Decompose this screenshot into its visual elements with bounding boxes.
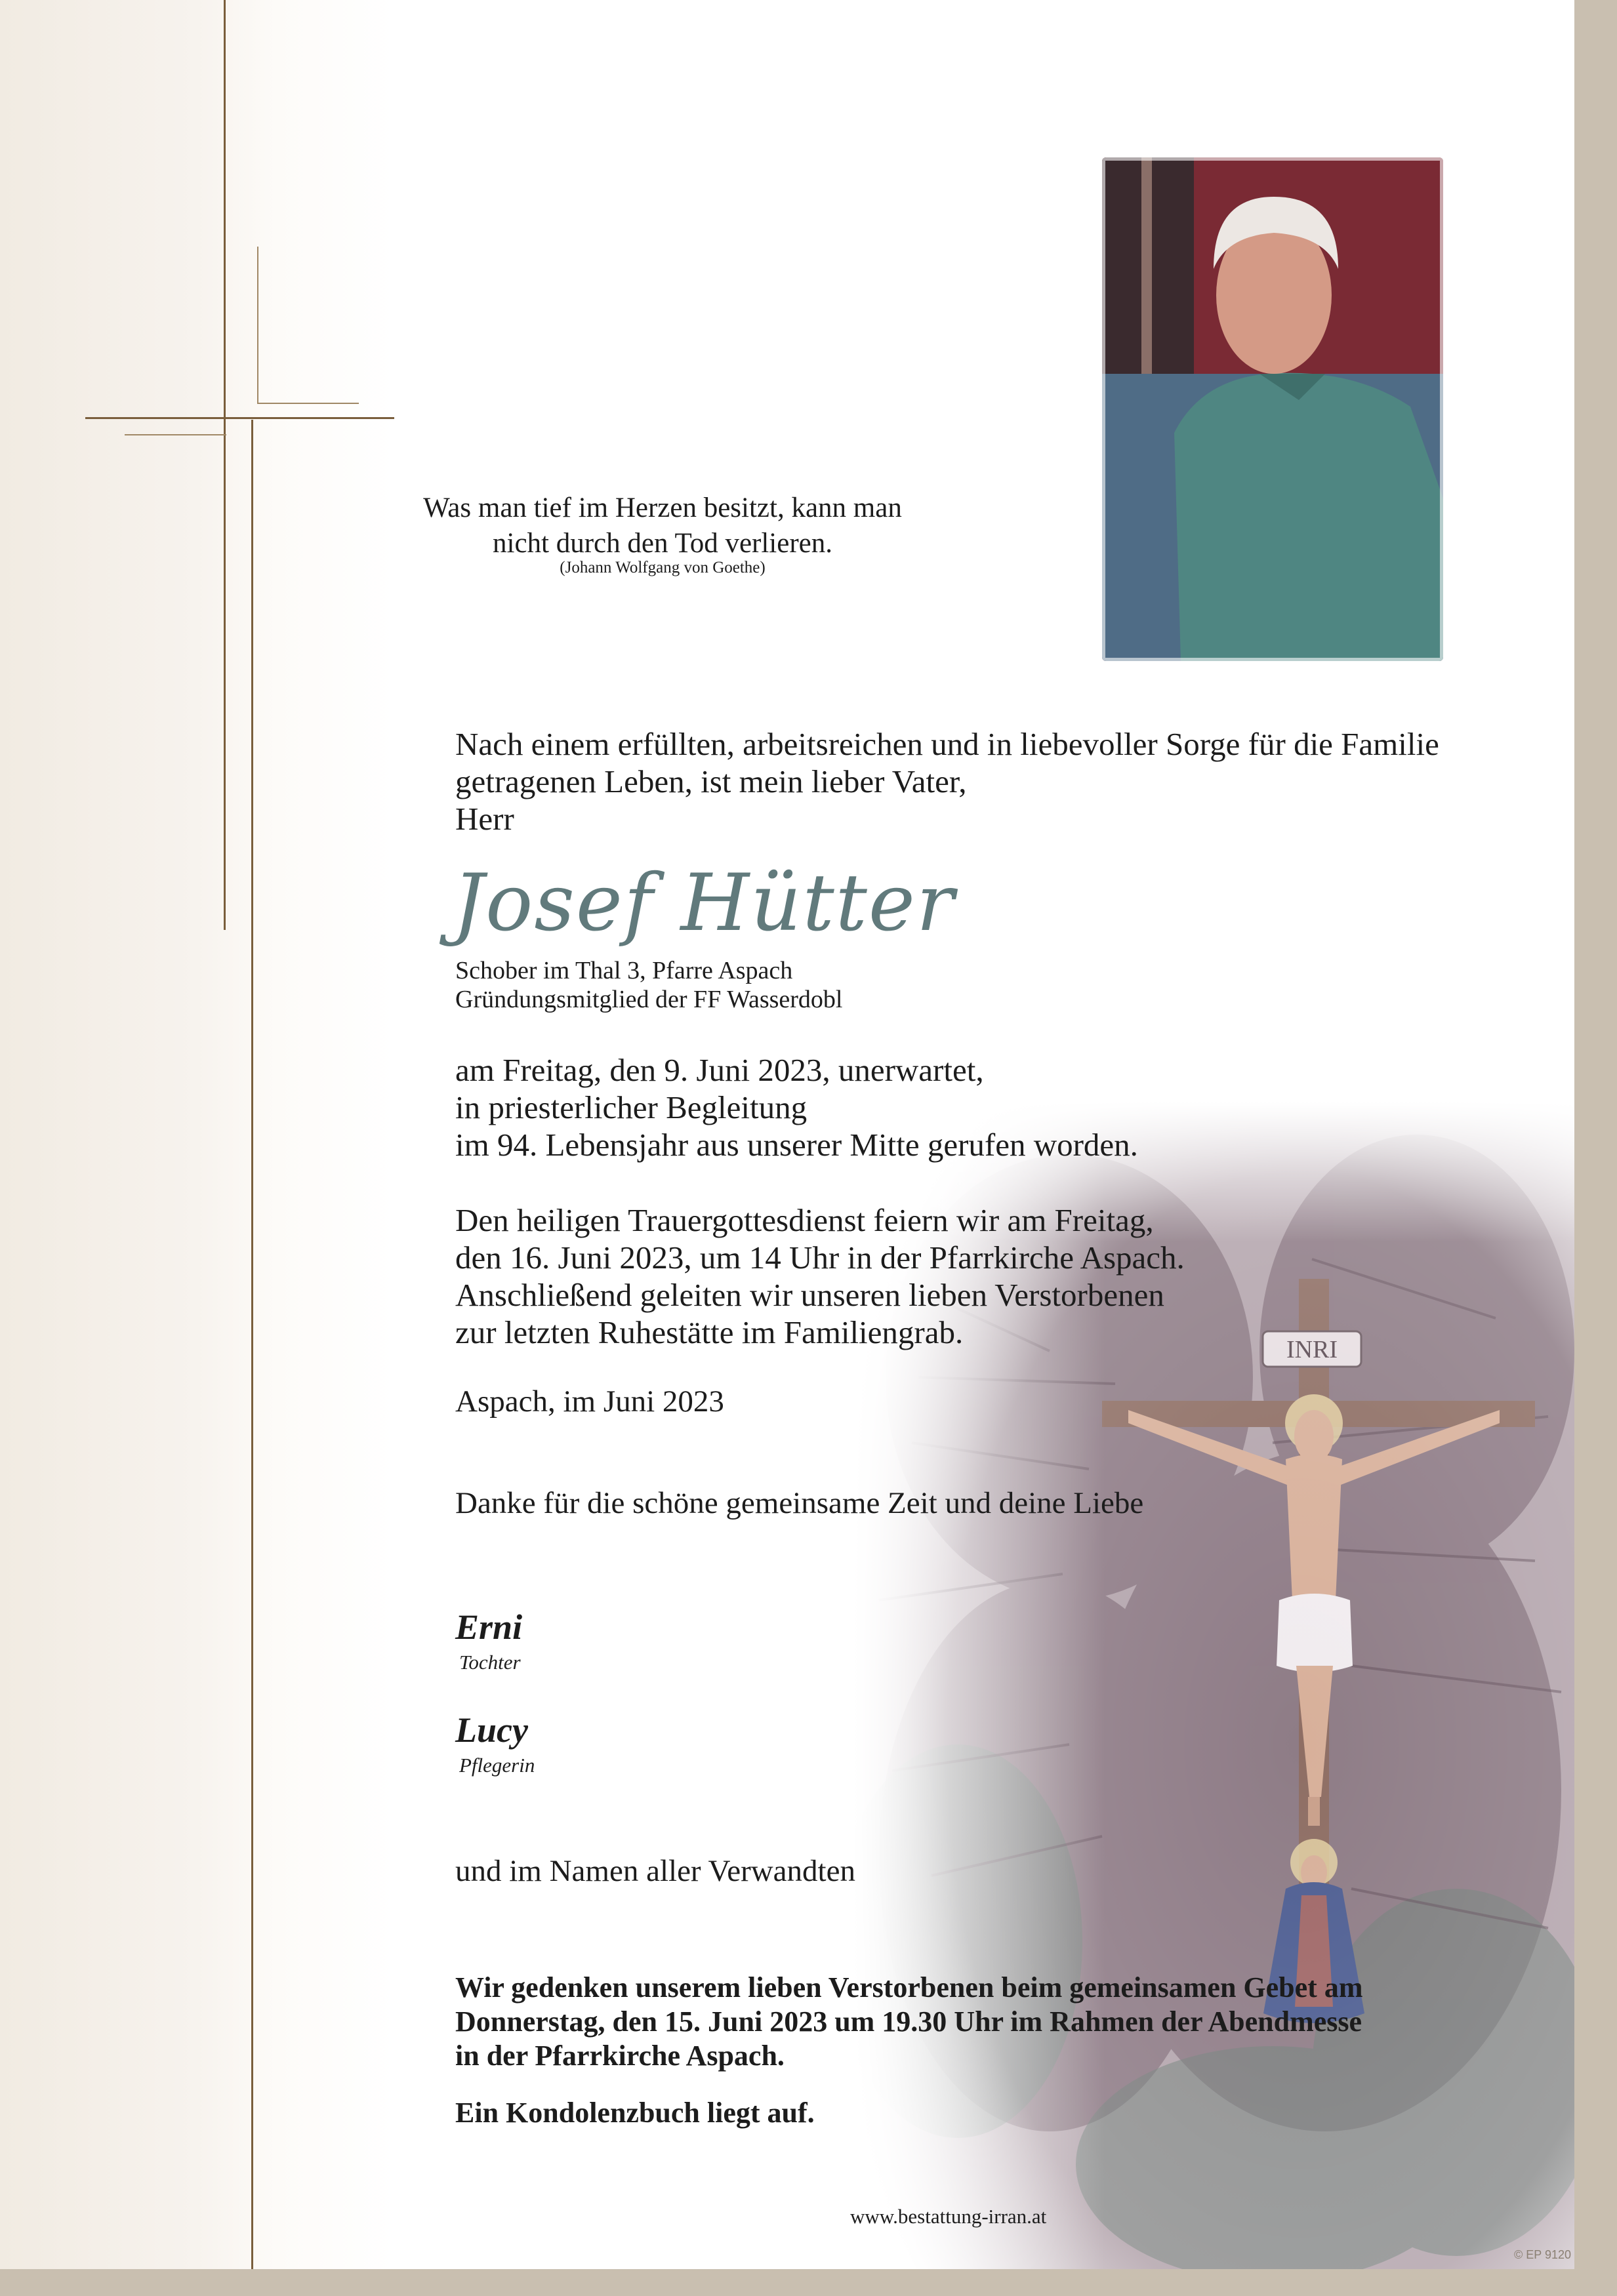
death-line-1: am Freitag, den 9. Juni 2023, unerwartet, (455, 1052, 984, 1088)
mourner-name: Lucy (455, 1710, 528, 1750)
death-line-3: im 94. Lebensjahr aus unserer Mitte gerufen worden. (455, 1127, 1138, 1163)
quote-text (420, 491, 905, 561)
mourner-role: Tochter (459, 1651, 521, 1674)
quote-author: (Johann Wolfgang von Goethe) (560, 559, 766, 576)
service-line-1: Den heiligen Trauergottesdienst feiern wir am Freitag, (455, 1202, 1154, 1238)
quote-line-1: Was man tief im Herzen besitzt, kann man (423, 493, 902, 523)
quote-line-2: nicht durch den Tod verlieren. (493, 528, 832, 559)
service-paragraph (455, 1201, 1185, 1351)
prayer-line-3: in der Pfarrkirche Aspach. (455, 2040, 785, 2072)
condolence-note: Ein Kondolenzbuch liegt auf. (455, 2097, 815, 2129)
service-line-4: zur letzten Ruhestätte im Familiengrab. (455, 1314, 964, 1350)
deceased-details (455, 956, 842, 1014)
mourner-name: Erni (455, 1607, 523, 1647)
intro-line-2: getragenen Leben, ist mein lieber Vater, (455, 763, 967, 799)
thanks-line: Danke für die schöne gemeinsame Zeit und deine Liebe (455, 1486, 1144, 1520)
death-paragraph (455, 1051, 1138, 1163)
portrait-photo (1102, 157, 1443, 661)
mourner-role: Pflegerin (459, 1754, 535, 1777)
website-url: www.bestattung-irran.at (850, 2205, 1047, 2228)
place-date: Aspach, im Juni 2023 (455, 1384, 724, 1419)
deceased-role: Gründungsmitglied der FF Wasserdobl (455, 986, 843, 1013)
prayer-announcement (455, 1971, 1363, 2073)
service-line-3: Anschließend geleiten wir unseren lieben Verstorbenen (455, 1277, 1164, 1313)
deceased-name: Josef Hütter (453, 858, 956, 949)
relatives-line: und im Namen aller Verwandten (455, 1854, 855, 1888)
deceased-address: Schober im Thal 3, Pfarre Aspach (455, 957, 793, 984)
intro-line-1: Nach einem erfüllten, arbeitsreichen und in liebevoller Sorge für die Familie (455, 726, 1439, 762)
intro-line-3: Herr (455, 801, 514, 837)
print-code: © EP 9120 (1514, 2248, 1571, 2261)
death-line-2: in priesterlicher Begleitung (455, 1089, 808, 1125)
service-line-2: den 16. Juni 2023, um 14 Uhr in der Pfarrkirche Aspach. (455, 1239, 1185, 1276)
prayer-line-1: Wir gedenken unserem lieben Verstorbenen beim gemeinsamen Gebet am (455, 1971, 1363, 2004)
prayer-line-2: Donnerstag, den 15. Juni 2023 um 19.30 Uhr im Rahmen der Abendmesse (455, 2005, 1362, 2038)
intro-paragraph (455, 725, 1439, 837)
